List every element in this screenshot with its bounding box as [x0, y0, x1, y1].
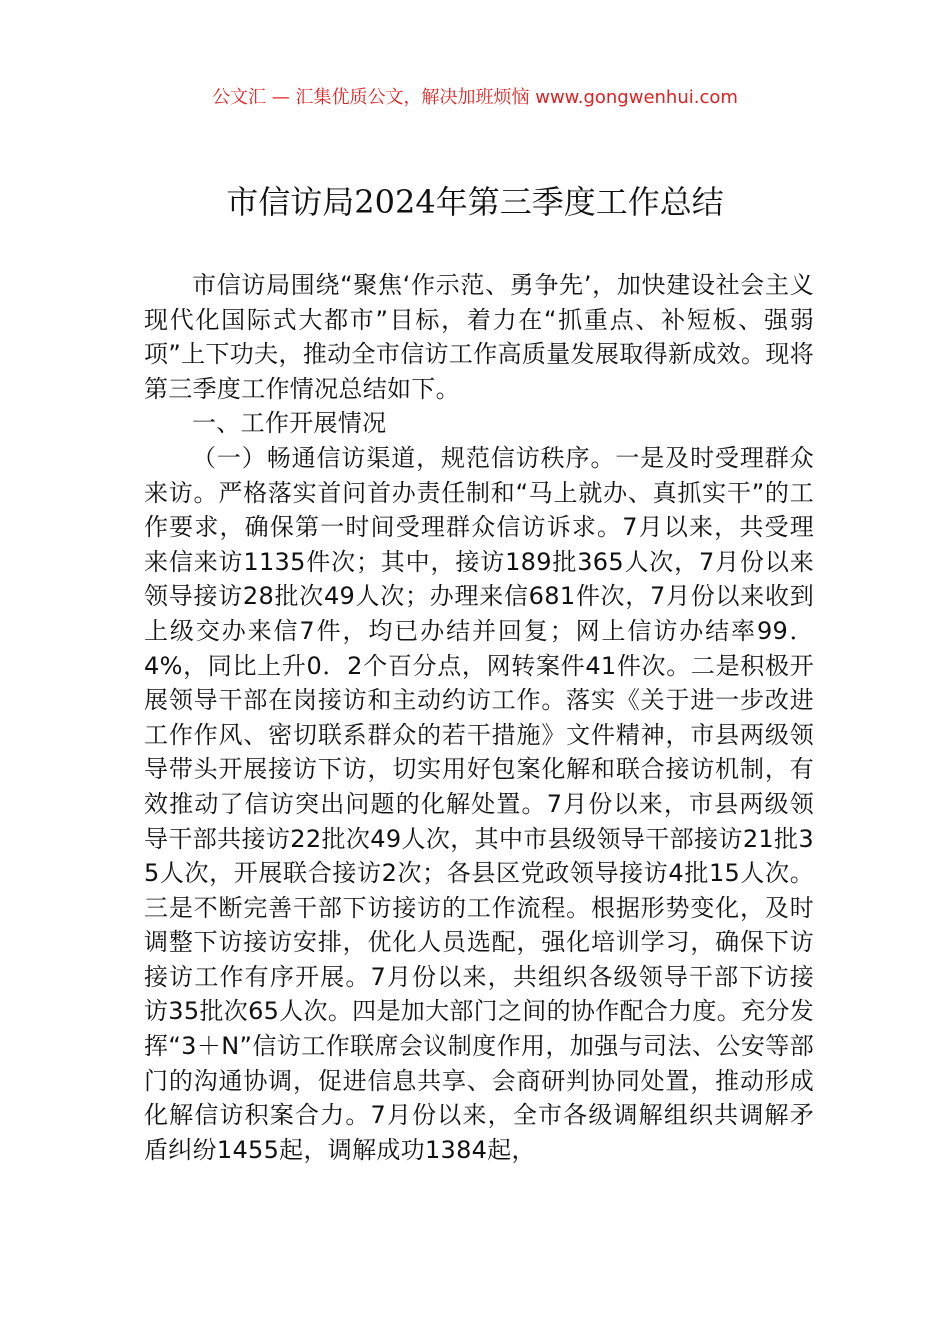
- body-paragraph: （一）畅通信访渠道，规范信访秩序。一是及时受理群众来访。严格落实首问首办责任制和“马上就办、真抓实干”的工作要求，确保第一时间受理群众信访诉求。7月以来，共受理来信来访1135件次；其中，接访189批365人次，7月份以来领导接访28批次49人次；办理来信681件次，7月份以来收到上级交办来信7件，均已办结并回复；网上信访办结率99．4%，同比上升0．2个百分点，网转案件41件次。二是积极开展领导干部在岗接访和主动约访工作。落实《关于进一步改进工作作风、密切联系群众的若干措施》文件精神，市县两级领导带头开展接访下访，切实用好包案化解和联合接访机制，有效推动了信访突出问题的化解处置。7月份以来，市县两级领导干部共接访22批次49人次，其中市县级领导干部接访21批35人次，开展联合接访2次；各县区党政领导接访4批15人次。三是不断完善干部下访接访的工作流程。根据形势变化，及时调整下访接访安排，优化人员选配，强化培训学习，确保下访接访工作有序开展。7月份以来，共组织各级领导干部下访接访35批次65人次。四是加大部门之间的协作配合力度。充分发挥“3＋N”信访工作联席会议制度作用，加强与司法、公安等部门的沟通协调，促进信息共享、会商研判协同处置，推动形成化解信访积案合力。7月份以来，全市各级调解组织共调解矛盾纠纷1455起，调解成功1384起，: [144, 443, 814, 1164]
- section-heading: 一、工作开展情况: [192, 409, 387, 438]
- document-title: 市信访局2024年第三季度工作总结: [226, 183, 724, 221]
- intro-paragraph: 市信访局围绕“聚焦‘作示范、勇争先’，加快建设社会主义现代化国际式大都市”目标，着力在“抓重点、补短板、强弱项”上下功夫，推动全市信访工作高质量发展取得新成效。现将第三季度工作情况总结如下。: [144, 271, 814, 403]
- document-body: [144, 268, 814, 1167]
- header-banner: 公文汇 — 汇集优质公文，解决加班烦恼 www.gongwenhui.com: [212, 87, 738, 108]
